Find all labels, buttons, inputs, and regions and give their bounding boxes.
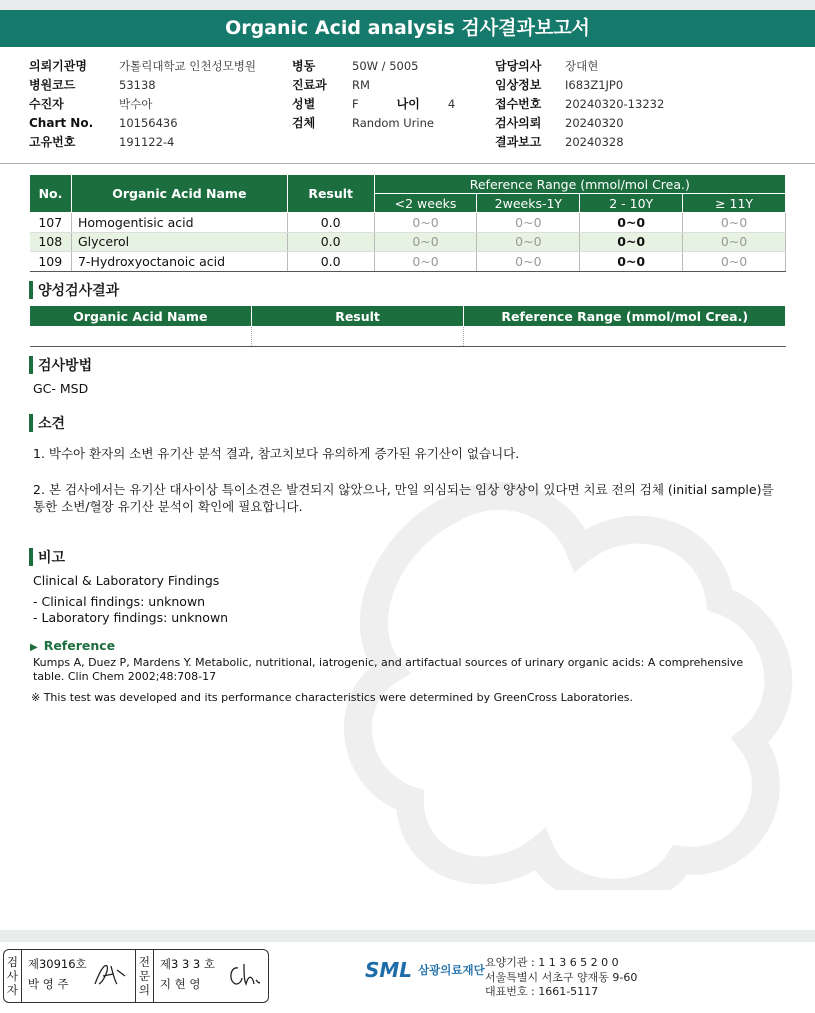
method-text: GC- MSD xyxy=(33,381,89,396)
info-label: 병동 xyxy=(292,59,316,73)
bottom-margin-band xyxy=(0,930,815,942)
method-heading xyxy=(29,355,92,375)
info-value: 박수아 xyxy=(119,96,153,111)
row-ref-highlight: 0~0 xyxy=(580,252,683,272)
range-header: 2 - 10Y xyxy=(580,194,683,213)
expert-label-char: 의 xyxy=(138,983,150,997)
row-ref: 0~0 xyxy=(374,232,477,252)
expert-label-char: 전 xyxy=(138,955,150,969)
tester-signature-icon xyxy=(93,962,127,988)
row-ref: 0~0 xyxy=(683,213,786,233)
row-ref-highlight: 0~0 xyxy=(580,213,683,233)
tester-name: 박 영 주 xyxy=(27,977,69,991)
info-value: 20240320-13232 xyxy=(565,96,665,111)
results-table xyxy=(29,174,786,272)
report-title: Organic Acid analysis 검사결과보고서 xyxy=(0,10,815,47)
reference-heading xyxy=(30,638,115,653)
row-ref: 0~0 xyxy=(477,252,580,272)
table-row xyxy=(30,232,786,252)
info-label: 성별 xyxy=(292,97,316,111)
finding-line-1: 1. 박수아 환자의 소변 유기산 분석 결과, 참고치보다 유의하게 증가된 유기산이 없습니다. xyxy=(33,446,520,461)
info-label: 병원코드 xyxy=(29,78,76,92)
logo-mark: SML xyxy=(365,958,413,982)
pos-header-result: Result xyxy=(251,306,464,327)
col-header-result: Result xyxy=(287,175,374,213)
info-value: 191122-4 xyxy=(119,134,175,149)
contact-line-1: 요양기관 : 1 1 3 6 5 2 0 0 xyxy=(485,956,619,969)
section-title: 소견 xyxy=(38,416,66,432)
tester-license-no: 제30916호 xyxy=(27,957,87,971)
positive-results-heading xyxy=(29,280,119,300)
col-header-no: No. xyxy=(30,175,72,213)
info-value: 10156436 xyxy=(119,115,178,130)
info-value: 20240320 xyxy=(565,115,624,130)
finding-line-2a: 2. 본 검사에서는 유기산 대사이상 특이소견은 발견되지 않았으나, 만일 의심되는 임상 양상이 있다면 치료 전의 검체 (initial sample)를 xyxy=(33,482,774,497)
info-value: 장대현 xyxy=(565,58,599,73)
row-result: 0.0 xyxy=(287,232,374,252)
row-ref: 0~0 xyxy=(374,213,477,233)
row-name: Glycerol xyxy=(71,232,287,252)
info-value: 가톨릭대학교 인천성모병원 xyxy=(119,58,256,73)
info-value: I683Z1JP0 xyxy=(565,77,624,92)
remarks-heading xyxy=(29,547,65,567)
top-margin-band xyxy=(0,0,815,10)
info-value: F xyxy=(352,96,359,111)
row-result: 0.0 xyxy=(287,252,374,272)
info-label: 담당의사 xyxy=(495,59,542,73)
info-column-1 xyxy=(29,56,256,151)
row-result: 0.0 xyxy=(287,213,374,233)
section-bar xyxy=(29,281,33,299)
info-value: 53138 xyxy=(119,77,156,92)
section-bar xyxy=(29,548,33,566)
row-ref: 0~0 xyxy=(683,232,786,252)
info-label: 접수번호 xyxy=(495,97,542,111)
row-no: 108 xyxy=(30,232,72,252)
tester-label-char: 검 xyxy=(6,955,18,969)
section-bar xyxy=(29,414,33,432)
triangle-bullet-icon: ▶ xyxy=(30,642,38,653)
info-label: 고유번호 xyxy=(29,135,76,149)
info-label: 임상정보 xyxy=(495,78,542,92)
info-value: Random Urine xyxy=(352,115,434,130)
section-title: 양성검사결과 xyxy=(38,283,120,299)
row-no: 109 xyxy=(30,252,72,272)
row-name: Homogentisic acid xyxy=(71,213,287,233)
tester-label-char: 사 xyxy=(6,969,18,983)
remarks-item-2: - Laboratory findings: unknown xyxy=(33,610,229,625)
range-header: ≥ 11Y xyxy=(683,194,786,213)
info-label: 결과보고 xyxy=(495,135,542,149)
info-label: 수진자 xyxy=(29,97,64,111)
contact-line-2: 서울특별시 서초구 양재동 9-60 xyxy=(485,970,638,984)
reference-line-2: table. Clin Chem 2002;48:708-17 xyxy=(33,670,217,683)
expert-license-no: 제3 3 3 호 xyxy=(159,957,215,971)
section-bar xyxy=(29,356,33,374)
age-value: 4 xyxy=(447,96,456,111)
empty-cell xyxy=(464,327,786,347)
info-value: RM xyxy=(352,77,370,92)
info-column-2 xyxy=(292,56,455,132)
reference-line-1: Kumps A, Duez P, Mardens Y. Metabolic, nutritional, iatrogenic, and artifactual sources of urinary organic acids: A comprehensive xyxy=(33,656,744,669)
info-label: 검사의뢰 xyxy=(495,116,542,130)
remarks-item-1: - Clinical findings: unknown xyxy=(33,594,206,609)
expert-name: 지 현 영 xyxy=(159,977,201,991)
info-divider xyxy=(0,163,815,164)
expert-label-char: 문 xyxy=(138,969,150,983)
range-header: 2weeks-1Y xyxy=(477,194,580,213)
info-column-3 xyxy=(495,56,664,151)
sml-logo xyxy=(365,958,485,982)
finding-line-2b: 통한 소변/혈장 유기산 분석이 확인에 필요합니다. xyxy=(33,499,303,514)
age-label: 나이 xyxy=(396,97,420,111)
table-row xyxy=(30,327,786,347)
remarks-heading-text: Clinical & Laboratory Findings xyxy=(33,573,220,588)
info-value: 50W / 5005 xyxy=(352,58,419,73)
reference-title: Reference xyxy=(43,638,116,653)
row-ref: 0~0 xyxy=(477,213,580,233)
expert-label xyxy=(136,950,154,1002)
pos-header-reference: Reference Range (mmol/mol Crea.) xyxy=(464,306,786,327)
expert-cell xyxy=(154,950,268,1002)
empty-cell xyxy=(30,327,252,347)
tester-cell xyxy=(22,950,136,1002)
row-ref: 0~0 xyxy=(477,232,580,252)
info-value: 20240328 xyxy=(565,134,624,149)
tester-label-char: 자 xyxy=(6,983,18,997)
contact-line-3: 대표번호 : 1661-5117 xyxy=(485,985,599,998)
findings-heading xyxy=(29,413,65,433)
contact-info xyxy=(485,956,637,1000)
org-name: 삼광의료재단 xyxy=(418,963,485,977)
table-row xyxy=(30,213,786,233)
section-title: 검사방법 xyxy=(38,358,93,374)
empty-cell xyxy=(251,327,464,347)
info-label: 검체 xyxy=(292,116,316,130)
disclaimer-note: ※ This test was developed and its performance characteristics were determined by GreenCross Laboratories. xyxy=(31,691,634,704)
col-header-reference: Reference Range (mmol/mol Crea.) xyxy=(374,175,785,194)
row-name: 7-Hydroxyoctanoic acid xyxy=(71,252,287,272)
row-ref-highlight: 0~0 xyxy=(580,232,683,252)
pos-header-name: Organic Acid Name xyxy=(30,306,252,327)
info-label: Chart No. xyxy=(29,115,94,130)
positive-results-table xyxy=(29,305,786,347)
table-row xyxy=(30,252,786,272)
info-label: 의뢰기관명 xyxy=(29,59,87,73)
row-ref: 0~0 xyxy=(374,252,477,272)
expert-signature-icon xyxy=(226,962,260,988)
tester-label xyxy=(4,950,22,1002)
row-no: 107 xyxy=(30,213,72,233)
signature-box xyxy=(3,949,269,1003)
section-title: 비고 xyxy=(38,550,66,566)
info-label: 진료과 xyxy=(292,78,327,92)
col-header-name: Organic Acid Name xyxy=(71,175,287,213)
watermark-cross-icon xyxy=(330,470,815,890)
row-ref: 0~0 xyxy=(683,252,786,272)
range-header: <2 weeks xyxy=(374,194,477,213)
